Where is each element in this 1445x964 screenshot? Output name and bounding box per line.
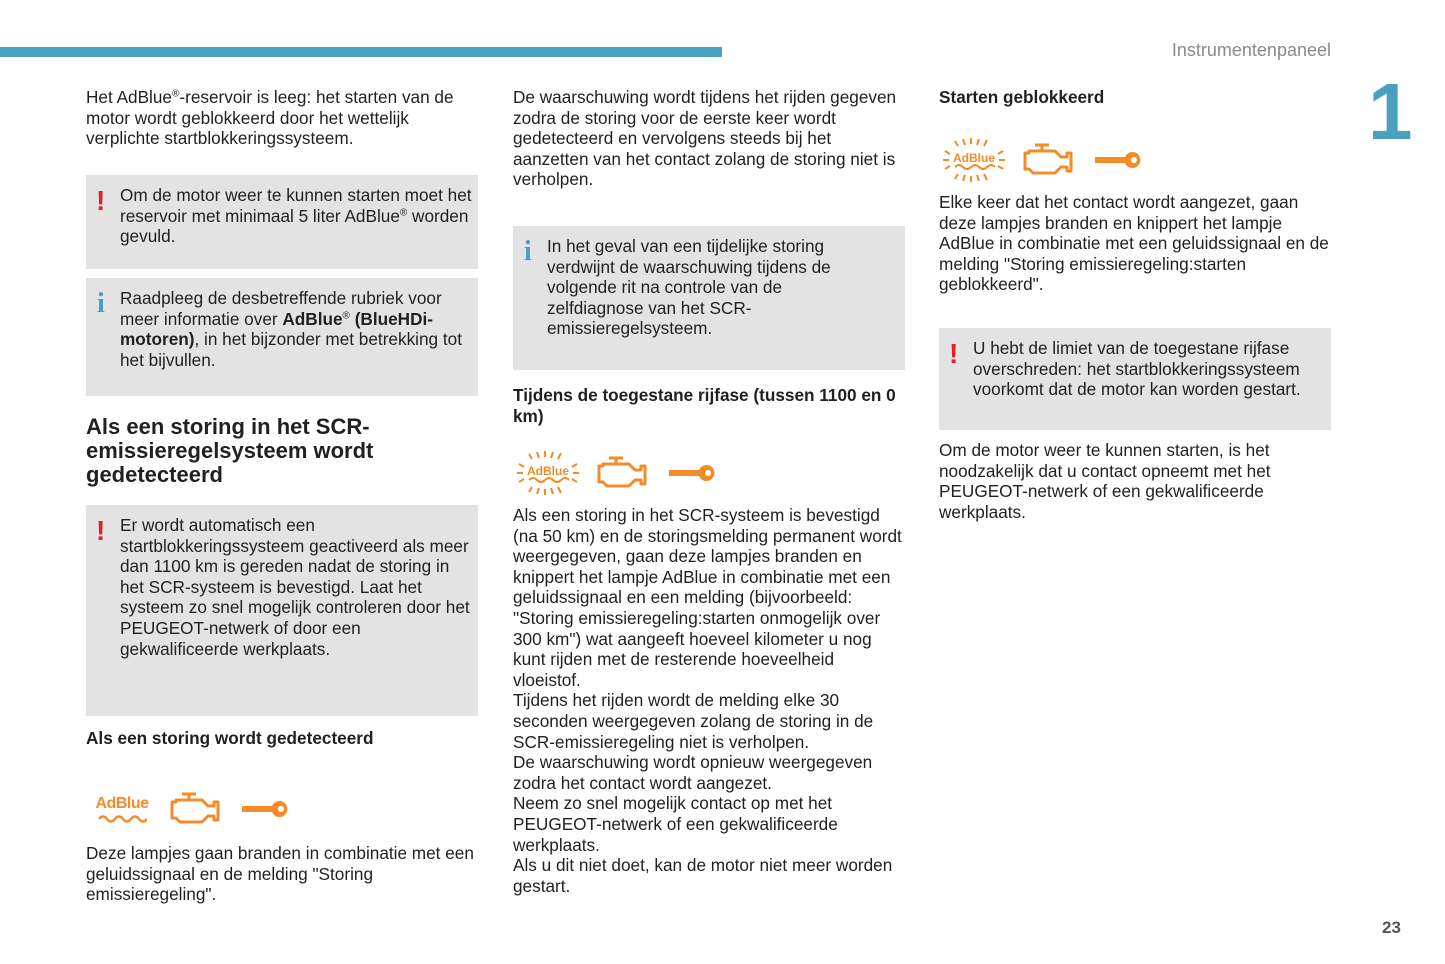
engine-icon: [595, 452, 653, 494]
warning-text: Er wordt automatisch een startblokkeringssysteem geactiveerd als meer dan 1100 km is gereden nadat de storing in het SCR-systeem is bevestigd. Laat het systeem zo snel mogelijk controleren door het PEUGEOT-netwerk of door een gekwalificeerde werkplaats.: [120, 515, 470, 659]
adblue-flashing-icon: [515, 450, 581, 496]
page-number: 23: [1382, 918, 1401, 937]
warning-icon: !: [96, 185, 106, 216]
header-accent-bar: [0, 47, 722, 57]
warning-icon: !: [96, 515, 106, 546]
col1-after-icons: Deze lampjes gaan branden in combinatie met een geluidssignaal en de melding "Storing emissieregeling".: [86, 843, 474, 905]
col3-body2: Om de motor weer te kunnen starten, is het noodzakelijk dat u contact opneemt met het PEUGEOT-netwerk of een gekwalificeerde werkplaats.: [939, 440, 1271, 522]
col2-body5: Als u dit niet doet, kan de motor niet meer worden gestart.: [513, 855, 893, 896]
adblue-icon: AdBlue: [90, 795, 154, 823]
warning-text: U hebt de limiet van de toegestane rijfase overschreden: het startblokkeringssysteem voorkomt dat de motor kan worden gestart.: [973, 338, 1301, 400]
info-text: In het geval van een tijdelijke storing verdwijnt de waarschuwing tijdens de volgende rit na controle van de zelfdiagnose van het SCR-emissieregelsysteem.: [547, 236, 831, 339]
info-box-adblue: [86, 278, 478, 396]
wrench-icon: [240, 798, 290, 820]
info-box-temporary-fault: [513, 226, 905, 370]
warning-box-startblock: [86, 505, 478, 716]
col2-intro: De waarschuwing wordt tijdens het rijden gegeven zodra de storing voor de eerste keer wordt gedetecteerd en vervolgens steeds bij het aanzetten van het contact zolang de storing niet is verholpen.: [513, 87, 897, 190]
col1-intro: Het AdBlue®-reservoir is leeg: het starten van de motor wordt geblokkeerd door het wettelijk verplichte startblokkeringssysteem.: [86, 87, 454, 149]
allowed-phase-subheading: Tijdens de toegestane rijfase (tussen 1100 en 0 km): [513, 385, 896, 426]
info-icon: i: [524, 236, 532, 267]
warning-text: Om de motor weer te kunnen starten moet het reservoir met minimaal 5 liter AdBlue® worden gevuld.: [120, 185, 472, 247]
col2-body4: Neem zo snel mogelijk contact op met het PEUGEOT-netwerk of een gekwalificeerde werkplaats.: [513, 793, 838, 855]
svg-text:AdBlue: AdBlue: [527, 464, 569, 478]
adblue-flashing-icon: [941, 137, 1007, 183]
section-title: Instrumentenpaneel: [1171, 40, 1331, 60]
warning-lamps-row: [90, 788, 290, 830]
fault-detected-subheading: Als een storing wordt gedetecteerd: [86, 728, 374, 748]
start-blocked-subheading: Starten geblokkeerd: [939, 87, 1105, 107]
wrench-icon: [667, 462, 717, 484]
col2-body: [513, 505, 905, 896]
chapter-number: 1: [1368, 67, 1413, 156]
col2-body1: Als een storing in het SCR-systeem is bevestigd (na 50 km) en de storingsmelding permanent wordt weergegeven, gaan deze lampjes branden en knippert het lampje AdBlue in combinatie met een geluidssignaal en een melding (bijvoorbeeld: "Storing emissieregeling:starten onmogelijk over 300 km") wat aangeeft hoeveel kilometer u nog kunt rijden met de resterende hoeveelheid vloeistof.: [513, 505, 902, 690]
warning-icon: !: [949, 338, 959, 369]
warning-box-refill: [86, 175, 478, 269]
info-text: Raadpleeg de desbetreffende rubriek voor meer informatie over AdBlue® (BlueHDi-motoren), in het bijzonder met betrekking tot het bijvullen.: [120, 288, 462, 370]
engine-icon: [1021, 139, 1079, 181]
info-icon: i: [97, 288, 105, 319]
col2-body3: De waarschuwing wordt opnieuw weergegeven zodra het contact wordt aangezet.: [513, 752, 873, 793]
warning-lamps-row: [941, 137, 1143, 183]
col2-body2: Tijdens het rijden wordt de melding elke 30 seconden weergegeven zolang de storing in de SCR-emissieregeling niet is verholpen.: [513, 690, 874, 752]
warning-lamps-row: [515, 450, 717, 496]
scr-fault-heading: Als een storing in het SCR-emissieregelsysteem wordt gedetecteerd: [86, 414, 374, 487]
warning-box-limit: [939, 328, 1331, 430]
svg-text:AdBlue: AdBlue: [953, 151, 995, 165]
engine-icon: [168, 788, 226, 830]
col3-body1: Elke keer dat het contact wordt aangezet, gaan deze lampjes branden en knippert het lampje AdBlue in combinatie met een geluidssignaal en de melding "Storing emissieregeling:starten geblokkeerd".: [939, 192, 1329, 295]
wrench-icon: [1093, 149, 1143, 171]
